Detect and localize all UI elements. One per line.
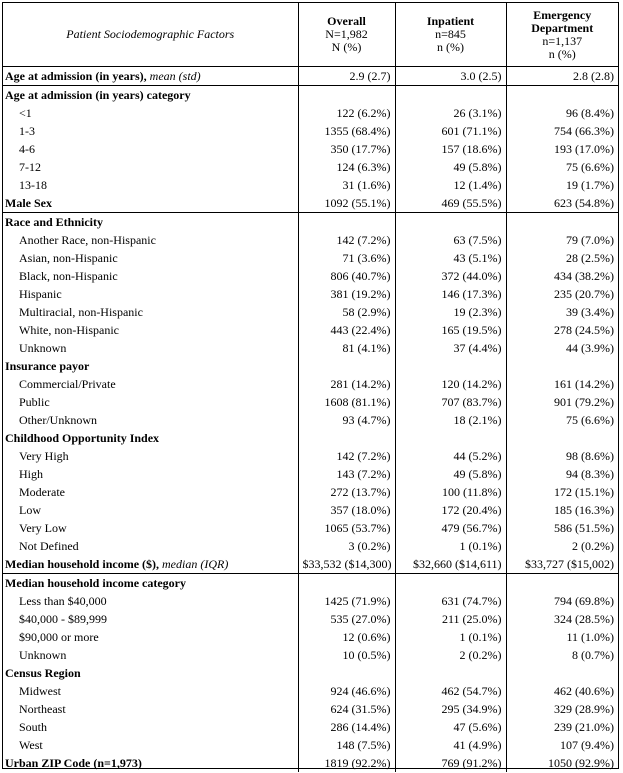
cell-overall: 806 (40.7%) [298, 267, 395, 285]
row-label-text: Asian, non-Hispanic [19, 250, 118, 265]
row-label [3, 194, 298, 213]
header-inpatient-unit: n (%) [437, 40, 464, 54]
cell-overall [298, 86, 395, 105]
cell-overall [298, 574, 395, 593]
cell-inpatient: $32,660 ($14,611) [395, 555, 506, 574]
cell-inpatient: 41 (4.9%) [395, 736, 506, 754]
cell-ed: 161 (14.2%) [506, 375, 618, 393]
cell-ed: $33,727 ($15,002) [506, 555, 618, 574]
row-label-text: Less than $40,000 [19, 593, 107, 608]
row-label [3, 555, 298, 574]
cell-ed: 8 (0.7%) [506, 646, 618, 664]
row-label-text: South [19, 719, 48, 734]
cell-inpatient: 37 (4.4%) [395, 339, 506, 357]
table-row [3, 285, 618, 303]
header-ed-title-2: Department [531, 20, 594, 35]
cell-inpatient: 120 (14.2%) [395, 375, 506, 393]
table-row [3, 67, 618, 86]
row-label [3, 303, 298, 321]
row-label [3, 754, 298, 772]
cell-overall: 535 (27.0%) [298, 610, 395, 628]
cell-inpatient: 211 (25.0%) [395, 610, 506, 628]
table-row [3, 700, 618, 718]
cell-overall: 142 (7.2%) [298, 447, 395, 465]
row-label-text: West [19, 737, 43, 752]
table-row [3, 194, 618, 213]
cell-inpatient: 1 (0.1%) [395, 628, 506, 646]
cell-overall: 148 (7.5%) [298, 736, 395, 754]
table-row [3, 754, 618, 772]
cell-inpatient [395, 429, 506, 447]
table-row [3, 682, 618, 700]
cell-inpatient: 49 (5.8%) [395, 158, 506, 176]
table-row [3, 104, 618, 122]
cell-inpatient: 769 (91.2%) [395, 754, 506, 772]
row-label [3, 375, 298, 393]
cell-overall: 1065 (53.7%) [298, 519, 395, 537]
row-label [3, 646, 298, 664]
header-ed-unit: n (%) [548, 46, 576, 61]
cell-ed: 107 (9.4%) [506, 736, 618, 754]
cell-inpatient: 479 (56.7%) [395, 519, 506, 537]
table-row [3, 592, 618, 610]
cell-overall [298, 664, 395, 682]
table-row [3, 555, 618, 574]
cell-inpatient: 631 (74.7%) [395, 592, 506, 610]
cell-overall: 142 (7.2%) [298, 231, 395, 249]
table-row [3, 483, 618, 501]
header-factors-label: Patient Sociodemographic Factors [3, 3, 298, 67]
table-row [3, 646, 618, 664]
cell-inpatient: 295 (34.9%) [395, 700, 506, 718]
table-row [3, 718, 618, 736]
cell-inpatient: 469 (55.5%) [395, 194, 506, 213]
row-label-text: Very High [19, 448, 69, 463]
cell-inpatient [395, 357, 506, 375]
row-label [3, 501, 298, 519]
cell-overall: 1425 (71.9%) [298, 592, 395, 610]
header-ed-title-1: Emergency [533, 7, 592, 22]
row-label [3, 104, 298, 122]
cell-ed: 462 (40.6%) [506, 682, 618, 700]
section-header-row [3, 574, 618, 593]
cell-inpatient: 372 (44.0%) [395, 267, 506, 285]
cell-overall: 357 (18.0%) [298, 501, 395, 519]
header-overall-unit: N (%) [331, 40, 362, 54]
cell-ed: 96 (8.4%) [506, 104, 618, 122]
row-label [3, 519, 298, 537]
cell-overall: 12 (0.6%) [298, 628, 395, 646]
sociodemographic-table [3, 3, 618, 772]
cell-overall: 143 (7.2%) [298, 465, 395, 483]
row-label-text: Median household income category [5, 575, 186, 590]
row-label [3, 176, 298, 194]
cell-inpatient: 2 (0.2%) [395, 646, 506, 664]
row-label [3, 267, 298, 285]
row-label [3, 718, 298, 736]
row-label-text: 1-3 [19, 123, 35, 138]
cell-inpatient: 165 (19.5%) [395, 321, 506, 339]
row-label [3, 610, 298, 628]
table-row [3, 321, 618, 339]
table-row [3, 158, 618, 176]
row-label [3, 682, 298, 700]
cell-overall: 350 (17.7%) [298, 140, 395, 158]
table-row [3, 628, 618, 646]
header-ed-n: n=1,137 [542, 33, 583, 48]
section-header-row [3, 664, 618, 682]
cell-inpatient: 157 (18.6%) [395, 140, 506, 158]
cell-ed: 235 (20.7%) [506, 285, 618, 303]
cell-ed: 28 (2.5%) [506, 249, 618, 267]
cell-overall [298, 357, 395, 375]
sociodemographic-table-container [2, 2, 619, 769]
cell-overall: 443 (22.4%) [298, 321, 395, 339]
table-row [3, 537, 618, 555]
cell-overall: $33,532 ($14,300) [298, 555, 395, 574]
row-label [3, 249, 298, 267]
table-row [3, 303, 618, 321]
header-ed [506, 3, 618, 67]
table-row [3, 375, 618, 393]
row-label-text: $90,000 or more [19, 629, 99, 644]
row-label-text: Other/Unknown [19, 412, 97, 427]
header-inpatient-n: n=845 [435, 27, 466, 41]
cell-ed: 434 (38.2%) [506, 267, 618, 285]
table-row [3, 122, 618, 140]
section-header-row [3, 429, 618, 447]
cell-inpatient: 3.0 (2.5) [395, 67, 506, 86]
cell-overall: 1608 (81.1%) [298, 393, 395, 411]
row-label-text: Unknown [19, 340, 67, 355]
row-label-text: Age at admission (in years) category [5, 87, 191, 102]
row-label-text: Midwest [19, 683, 61, 698]
cell-overall: 58 (2.9%) [298, 303, 395, 321]
cell-overall: 1092 (55.1%) [298, 194, 395, 213]
cell-ed: 1050 (92.9%) [506, 754, 618, 772]
row-label [3, 158, 298, 176]
cell-ed: 901 (79.2%) [506, 393, 618, 411]
cell-ed [506, 357, 618, 375]
row-label-text: Commercial/Private [19, 376, 116, 391]
row-label [3, 122, 298, 140]
row-label [3, 447, 298, 465]
cell-ed: 623 (54.8%) [506, 194, 618, 213]
cell-ed: 2.8 (2.8) [506, 67, 618, 86]
table-row [3, 393, 618, 411]
cell-ed: 11 (1.0%) [506, 628, 618, 646]
cell-ed: 794 (69.8%) [506, 592, 618, 610]
cell-ed: 79 (7.0%) [506, 231, 618, 249]
row-label-text: Public [19, 394, 50, 409]
cell-overall: 124 (6.3%) [298, 158, 395, 176]
cell-ed: 75 (6.6%) [506, 158, 618, 176]
row-label-text: $40,000 - $89,999 [19, 611, 107, 626]
table-row [3, 501, 618, 519]
cell-inpatient: 26 (3.1%) [395, 104, 506, 122]
cell-overall: 286 (14.4%) [298, 718, 395, 736]
table-row [3, 736, 618, 754]
cell-ed: 278 (24.5%) [506, 321, 618, 339]
cell-overall: 624 (31.5%) [298, 700, 395, 718]
cell-ed: 39 (3.4%) [506, 303, 618, 321]
table-body [3, 67, 618, 773]
header-inpatient [395, 3, 506, 67]
row-label-text: Childhood Opportunity Index [5, 430, 160, 445]
row-label-text: Northeast [19, 701, 66, 716]
cell-ed: 193 (17.0%) [506, 140, 618, 158]
row-label [3, 86, 298, 105]
table-row [3, 447, 618, 465]
row-label [3, 339, 298, 357]
row-label [3, 574, 298, 593]
cell-overall: 122 (6.2%) [298, 104, 395, 122]
cell-ed [506, 664, 618, 682]
row-label [3, 664, 298, 682]
row-label-suffix: (n=1,973) [93, 755, 142, 770]
row-label-text: White, non-Hispanic [19, 322, 119, 337]
cell-inpatient: 19 (2.3%) [395, 303, 506, 321]
row-label [3, 231, 298, 249]
cell-ed [506, 213, 618, 232]
cell-overall: 272 (13.7%) [298, 483, 395, 501]
row-label-text: 7-12 [19, 159, 41, 174]
cell-overall: 93 (4.7%) [298, 411, 395, 429]
cell-inpatient: 707 (83.7%) [395, 393, 506, 411]
row-label [3, 213, 298, 232]
cell-overall: 281 (14.2%) [298, 375, 395, 393]
table-row [3, 465, 618, 483]
row-label-text: Race and Ethnicity [5, 214, 104, 229]
cell-overall: 924 (46.6%) [298, 682, 395, 700]
cell-inpatient: 43 (5.1%) [395, 249, 506, 267]
row-label-text: 4-6 [19, 141, 35, 156]
cell-inpatient: 601 (71.1%) [395, 122, 506, 140]
cell-ed: 172 (15.1%) [506, 483, 618, 501]
header-overall [298, 3, 395, 67]
row-label [3, 321, 298, 339]
cell-ed: 586 (51.5%) [506, 519, 618, 537]
cell-overall: 1355 (68.4%) [298, 122, 395, 140]
row-label [3, 592, 298, 610]
cell-overall: 381 (19.2%) [298, 285, 395, 303]
cell-inpatient: 1 (0.1%) [395, 537, 506, 555]
row-label-text: Not Defined [19, 538, 79, 553]
cell-ed: 94 (8.3%) [506, 465, 618, 483]
table-row [3, 140, 618, 158]
header-overall-n: N=1,982 [325, 27, 368, 41]
section-header-row [3, 213, 618, 232]
table-row [3, 411, 618, 429]
row-label [3, 67, 298, 86]
row-label-text: Very Low [19, 520, 67, 535]
table-row [3, 231, 618, 249]
cell-ed: 75 (6.6%) [506, 411, 618, 429]
row-label [3, 357, 298, 375]
header-overall-title: Overall [327, 14, 366, 28]
cell-ed [506, 86, 618, 105]
row-label-text: Multiracial, non-Hispanic [19, 304, 143, 319]
table-row [3, 249, 618, 267]
row-label [3, 736, 298, 754]
row-label [3, 465, 298, 483]
cell-overall: 3 (0.2%) [298, 537, 395, 555]
cell-inpatient: 49 (5.8%) [395, 465, 506, 483]
row-label [3, 483, 298, 501]
row-label [3, 700, 298, 718]
cell-ed [506, 429, 618, 447]
cell-inpatient: 12 (1.4%) [395, 176, 506, 194]
cell-overall [298, 213, 395, 232]
row-label-text: Black, non-Hispanic [19, 268, 118, 283]
row-label [3, 429, 298, 447]
row-label-text: Urban ZIP Code [5, 755, 94, 770]
cell-ed: 239 (21.0%) [506, 718, 618, 736]
row-label-suffix: mean (std) [149, 68, 201, 83]
row-label-text: Census Region [5, 665, 81, 680]
table-header-row [3, 3, 618, 67]
cell-overall [298, 429, 395, 447]
row-label-suffix: median (IQR) [162, 556, 229, 571]
row-label [3, 537, 298, 555]
cell-inpatient [395, 664, 506, 682]
table-row [3, 339, 618, 357]
row-label-text: Moderate [19, 484, 65, 499]
cell-overall: 10 (0.5%) [298, 646, 395, 664]
cell-inpatient: 100 (11.8%) [395, 483, 506, 501]
cell-inpatient: 63 (7.5%) [395, 231, 506, 249]
section-header-row [3, 357, 618, 375]
cell-ed: 324 (28.5%) [506, 610, 618, 628]
cell-ed: 98 (8.6%) [506, 447, 618, 465]
cell-overall: 31 (1.6%) [298, 176, 395, 194]
cell-overall: 1819 (92.2%) [298, 754, 395, 772]
cell-inpatient: 18 (2.1%) [395, 411, 506, 429]
cell-ed: 19 (1.7%) [506, 176, 618, 194]
row-label-text: Median household income ($), [5, 556, 163, 571]
row-label [3, 140, 298, 158]
row-label-text: Male Sex [5, 195, 52, 210]
cell-ed: 44 (3.9%) [506, 339, 618, 357]
row-label [3, 393, 298, 411]
row-label-text: High [19, 466, 43, 481]
section-header-row [3, 86, 618, 105]
row-label-text: Low [19, 502, 41, 517]
cell-inpatient: 47 (5.6%) [395, 718, 506, 736]
row-label-text: Another Race, non-Hispanic [19, 232, 156, 247]
row-label [3, 628, 298, 646]
table-row [3, 267, 618, 285]
cell-ed: 329 (28.9%) [506, 700, 618, 718]
row-label [3, 411, 298, 429]
cell-inpatient [395, 574, 506, 593]
row-label-text: Insurance payor [5, 358, 90, 373]
cell-inpatient: 44 (5.2%) [395, 447, 506, 465]
cell-inpatient: 172 (20.4%) [395, 501, 506, 519]
cell-overall: 81 (4.1%) [298, 339, 395, 357]
cell-inpatient: 462 (54.7%) [395, 682, 506, 700]
cell-overall: 71 (3.6%) [298, 249, 395, 267]
row-label-text: Unknown [19, 647, 67, 662]
row-label [3, 285, 298, 303]
cell-inpatient: 146 (17.3%) [395, 285, 506, 303]
row-label-text: 13-18 [19, 177, 47, 192]
row-label-text: <1 [19, 105, 32, 120]
table-row [3, 610, 618, 628]
table-row [3, 176, 618, 194]
row-label-text: Hispanic [19, 286, 62, 301]
cell-ed: 754 (66.3%) [506, 122, 618, 140]
table-row [3, 519, 618, 537]
row-label-text: Age at admission (in years), [5, 68, 150, 83]
cell-ed [506, 574, 618, 593]
cell-inpatient [395, 213, 506, 232]
cell-overall: 2.9 (2.7) [298, 67, 395, 86]
header-inpatient-title: Inpatient [426, 14, 475, 28]
cell-ed: 185 (16.3%) [506, 501, 618, 519]
cell-inpatient [395, 86, 506, 105]
cell-ed: 2 (0.2%) [506, 537, 618, 555]
